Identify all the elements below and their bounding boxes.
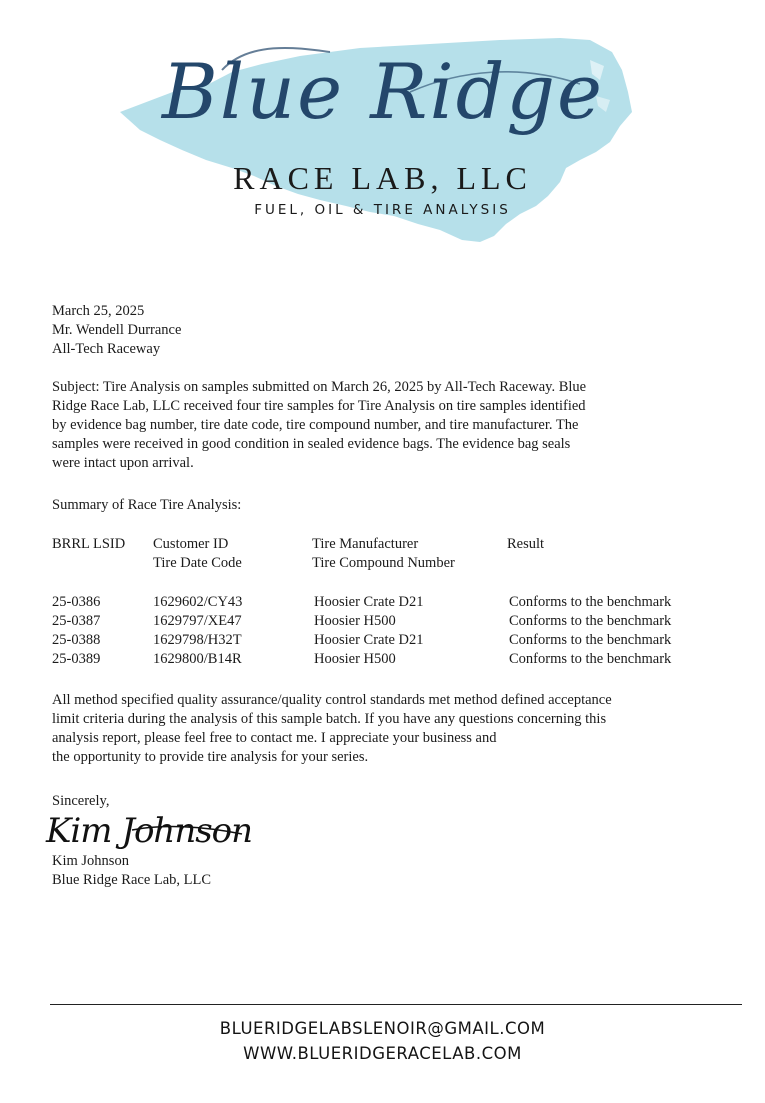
header-manufacturer: Tire Manufacturer	[312, 536, 419, 552]
sign-off: Sincerely,	[52, 793, 110, 809]
company-name: RACE LAB, LLC	[233, 160, 532, 196]
cell-customer: 1629797/XE47	[153, 613, 242, 629]
cell-result: Conforms to the benchmark	[509, 651, 672, 667]
footer-website: WWW.BLUERIDGERACELAB.COM	[243, 1044, 522, 1063]
signer-name: Kim Johnson	[52, 853, 129, 869]
subject-line: Subject: Tire Analysis on samples submitted on March 26, 2025 by All-Tech Raceway. Blue	[52, 379, 587, 395]
cell-manufacturer: Hoosier Crate D21	[314, 632, 424, 648]
letter-date: March 25, 2025	[52, 303, 145, 319]
cell-lsid: 25-0386	[52, 594, 101, 610]
header-compound: Tire Compound Number	[312, 555, 455, 571]
footer-email: BLUERIDGELABSLENOIR@GMAIL.COM	[219, 1019, 546, 1038]
header-tire-date-code: Tire Date Code	[153, 555, 242, 571]
cell-result: Conforms to the benchmark	[509, 613, 672, 629]
cell-result: Conforms to the benchmark	[509, 594, 672, 610]
footer-divider	[50, 1004, 742, 1005]
summary-heading: Summary of Race Tire Analysis:	[52, 497, 242, 513]
letterhead	[0, 0, 765, 260]
subject-line: by evidence bag number, tire date code, tire compound number, and tire manufacturer. The	[52, 417, 579, 433]
header-customer-id: Customer ID	[153, 536, 229, 552]
cell-result: Conforms to the benchmark	[509, 632, 672, 648]
company-tagline: FUEL, OIL & TIRE ANALYSIS	[254, 202, 511, 218]
svg-text:Blue Ridge: Blue Ridge	[161, 47, 605, 136]
cell-lsid: 25-0387	[52, 613, 101, 629]
recipient-name: Mr. Wendell Durrance	[52, 322, 182, 338]
cell-manufacturer: Hoosier H500	[314, 651, 396, 667]
subject-line: samples were received in good condition in sealed evidence bags. The evidence bag seals	[52, 436, 571, 452]
cell-customer: 1629800/B14R	[153, 651, 242, 667]
closing-line: analysis report, please feel free to contact me. I appreciate your business and	[52, 730, 497, 746]
recipient-organization: All-Tech Raceway	[52, 341, 161, 357]
subject-line: were intact upon arrival.	[52, 455, 194, 471]
signer-organization: Blue Ridge Race Lab, LLC	[52, 872, 212, 888]
svg-text:Kim Johnson: Kim Johnson	[46, 811, 253, 851]
cell-customer: 1629602/CY43	[153, 594, 243, 610]
header-lsid: BRRL LSID	[52, 536, 126, 552]
cell-manufacturer: Hoosier Crate D21	[314, 594, 424, 610]
cell-manufacturer: Hoosier H500	[314, 613, 396, 629]
blue-ridge-script-logo	[0, 0, 765, 170]
closing-line: the opportunity to provide tire analysis for your series.	[52, 749, 369, 765]
cell-lsid: 25-0389	[52, 651, 101, 667]
cell-lsid: 25-0388	[52, 632, 101, 648]
closing-line: All method specified quality assurance/quality control standards met method defined acceptance	[52, 692, 612, 708]
cell-customer: 1629798/H32T	[153, 632, 242, 648]
closing-line: limit criteria during the analysis of this sample batch. If you have any questions concerning this	[52, 711, 607, 727]
handwritten-signature	[42, 800, 262, 860]
subject-line: Ridge Race Lab, LLC received four tire samples for Tire Analysis on tire samples identified	[52, 398, 586, 414]
header-result: Result	[507, 536, 545, 552]
